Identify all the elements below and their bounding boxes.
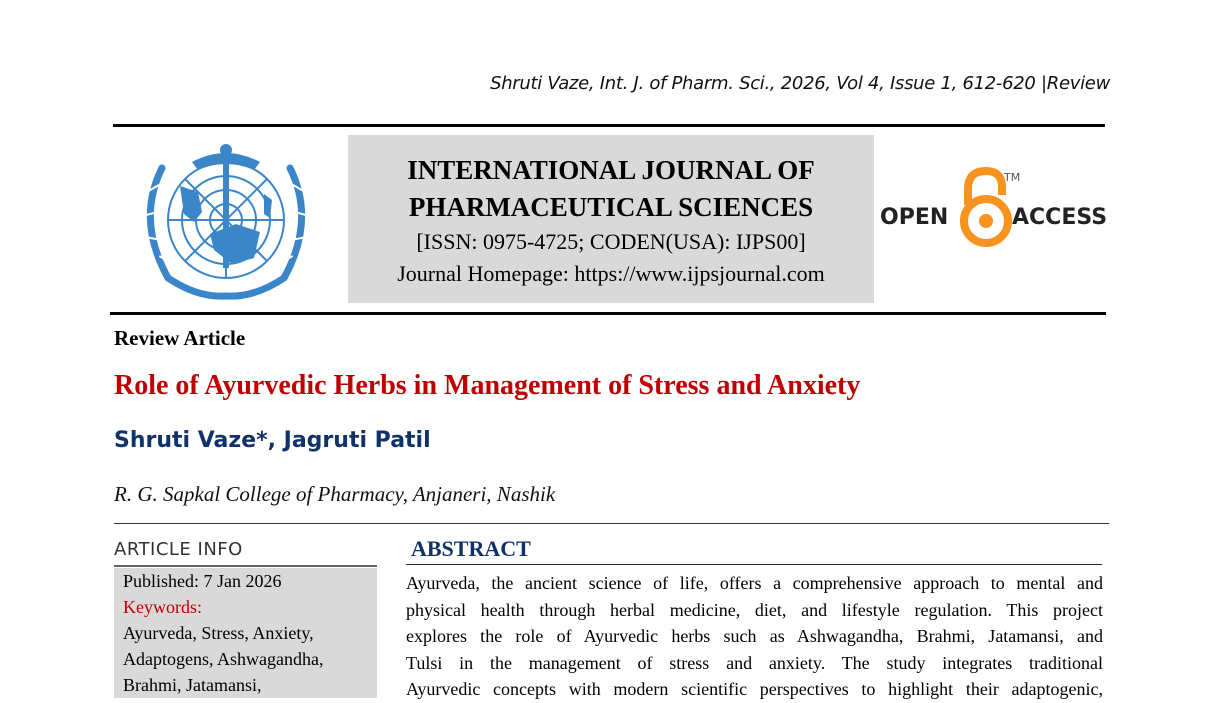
article-title: Role of Ayurvedic Herbs in Management of Stress and Anxiety [114,370,861,401]
article-affiliation: R. G. Sapkal College of Pharmacy, Anjaneri, Nashik [114,482,556,506]
abstract-line: Tulsi in the management of stress and anxiety. The study integrates traditional [406,652,1103,673]
oa-open-text: OPEN [880,205,949,230]
article-info-heading: ARTICLE INFO [114,539,243,560]
keywords-line: Ayurveda, Stress, Anxiety, [123,623,314,643]
journal-emblem-icon [128,138,324,306]
abstract-line: Ayurveda, the ancient science of life, offers a comprehensive approach to mental and [406,573,1103,593]
abstract-rule [406,564,1102,565]
journal-masthead [348,135,874,303]
journal-homepage[interactable]: Journal Homepage: https://www.ijpsjournal.com [397,261,825,286]
keywords-label: Keywords: [123,597,202,617]
abstract-body [406,570,1103,703]
published-date: Published: 7 Jan 2026 [123,571,282,591]
open-lock-icon [964,171,1008,243]
header-rule-top [113,124,1105,127]
abstract-heading: ABSTRACT [411,536,531,561]
open-access-logo [880,165,1110,255]
svg-text:TM: TM [1004,171,1021,184]
article-info-rule [114,565,377,567]
journal-name-line1: INTERNATIONAL JOURNAL OF [407,155,815,185]
abstract-line: explores the role of Ayurvedic herbs such as Ashwagandha, Brahmi, Jatamansi, and [406,626,1103,646]
article-type: Review Article [114,326,246,350]
article-info-box [114,568,377,698]
section-divider [114,523,1109,524]
keywords-line: Brahmi, Jatamansi, [123,675,262,695]
keywords-line: Adaptogens, Ashwagandha, [123,649,324,669]
oa-access-text: ACCESS [1012,205,1108,230]
header-rule-bottom [110,312,1106,315]
article-authors[interactable]: Shruti Vaze*, Jagruti Patil [114,428,431,453]
running-head: Shruti Vaze, Int. J. of Pharm. Sci., 2026, Vol 4, Issue 1, 612-620 |Review [490,73,1110,94]
issn-line: [ISSN: 0975-4725; CODEN(USA): IJPS00] [416,229,806,254]
abstract-line: physical health through herbal medicine, diet, and lifestyle regulation. This project [406,599,1103,620]
abstract-line: Ayurvedic concepts with modern scientific perspectives to highlight their adaptogenic, [406,679,1103,699]
journal-name-line2: PHARMACEUTICAL SCIENCES [408,192,814,222]
